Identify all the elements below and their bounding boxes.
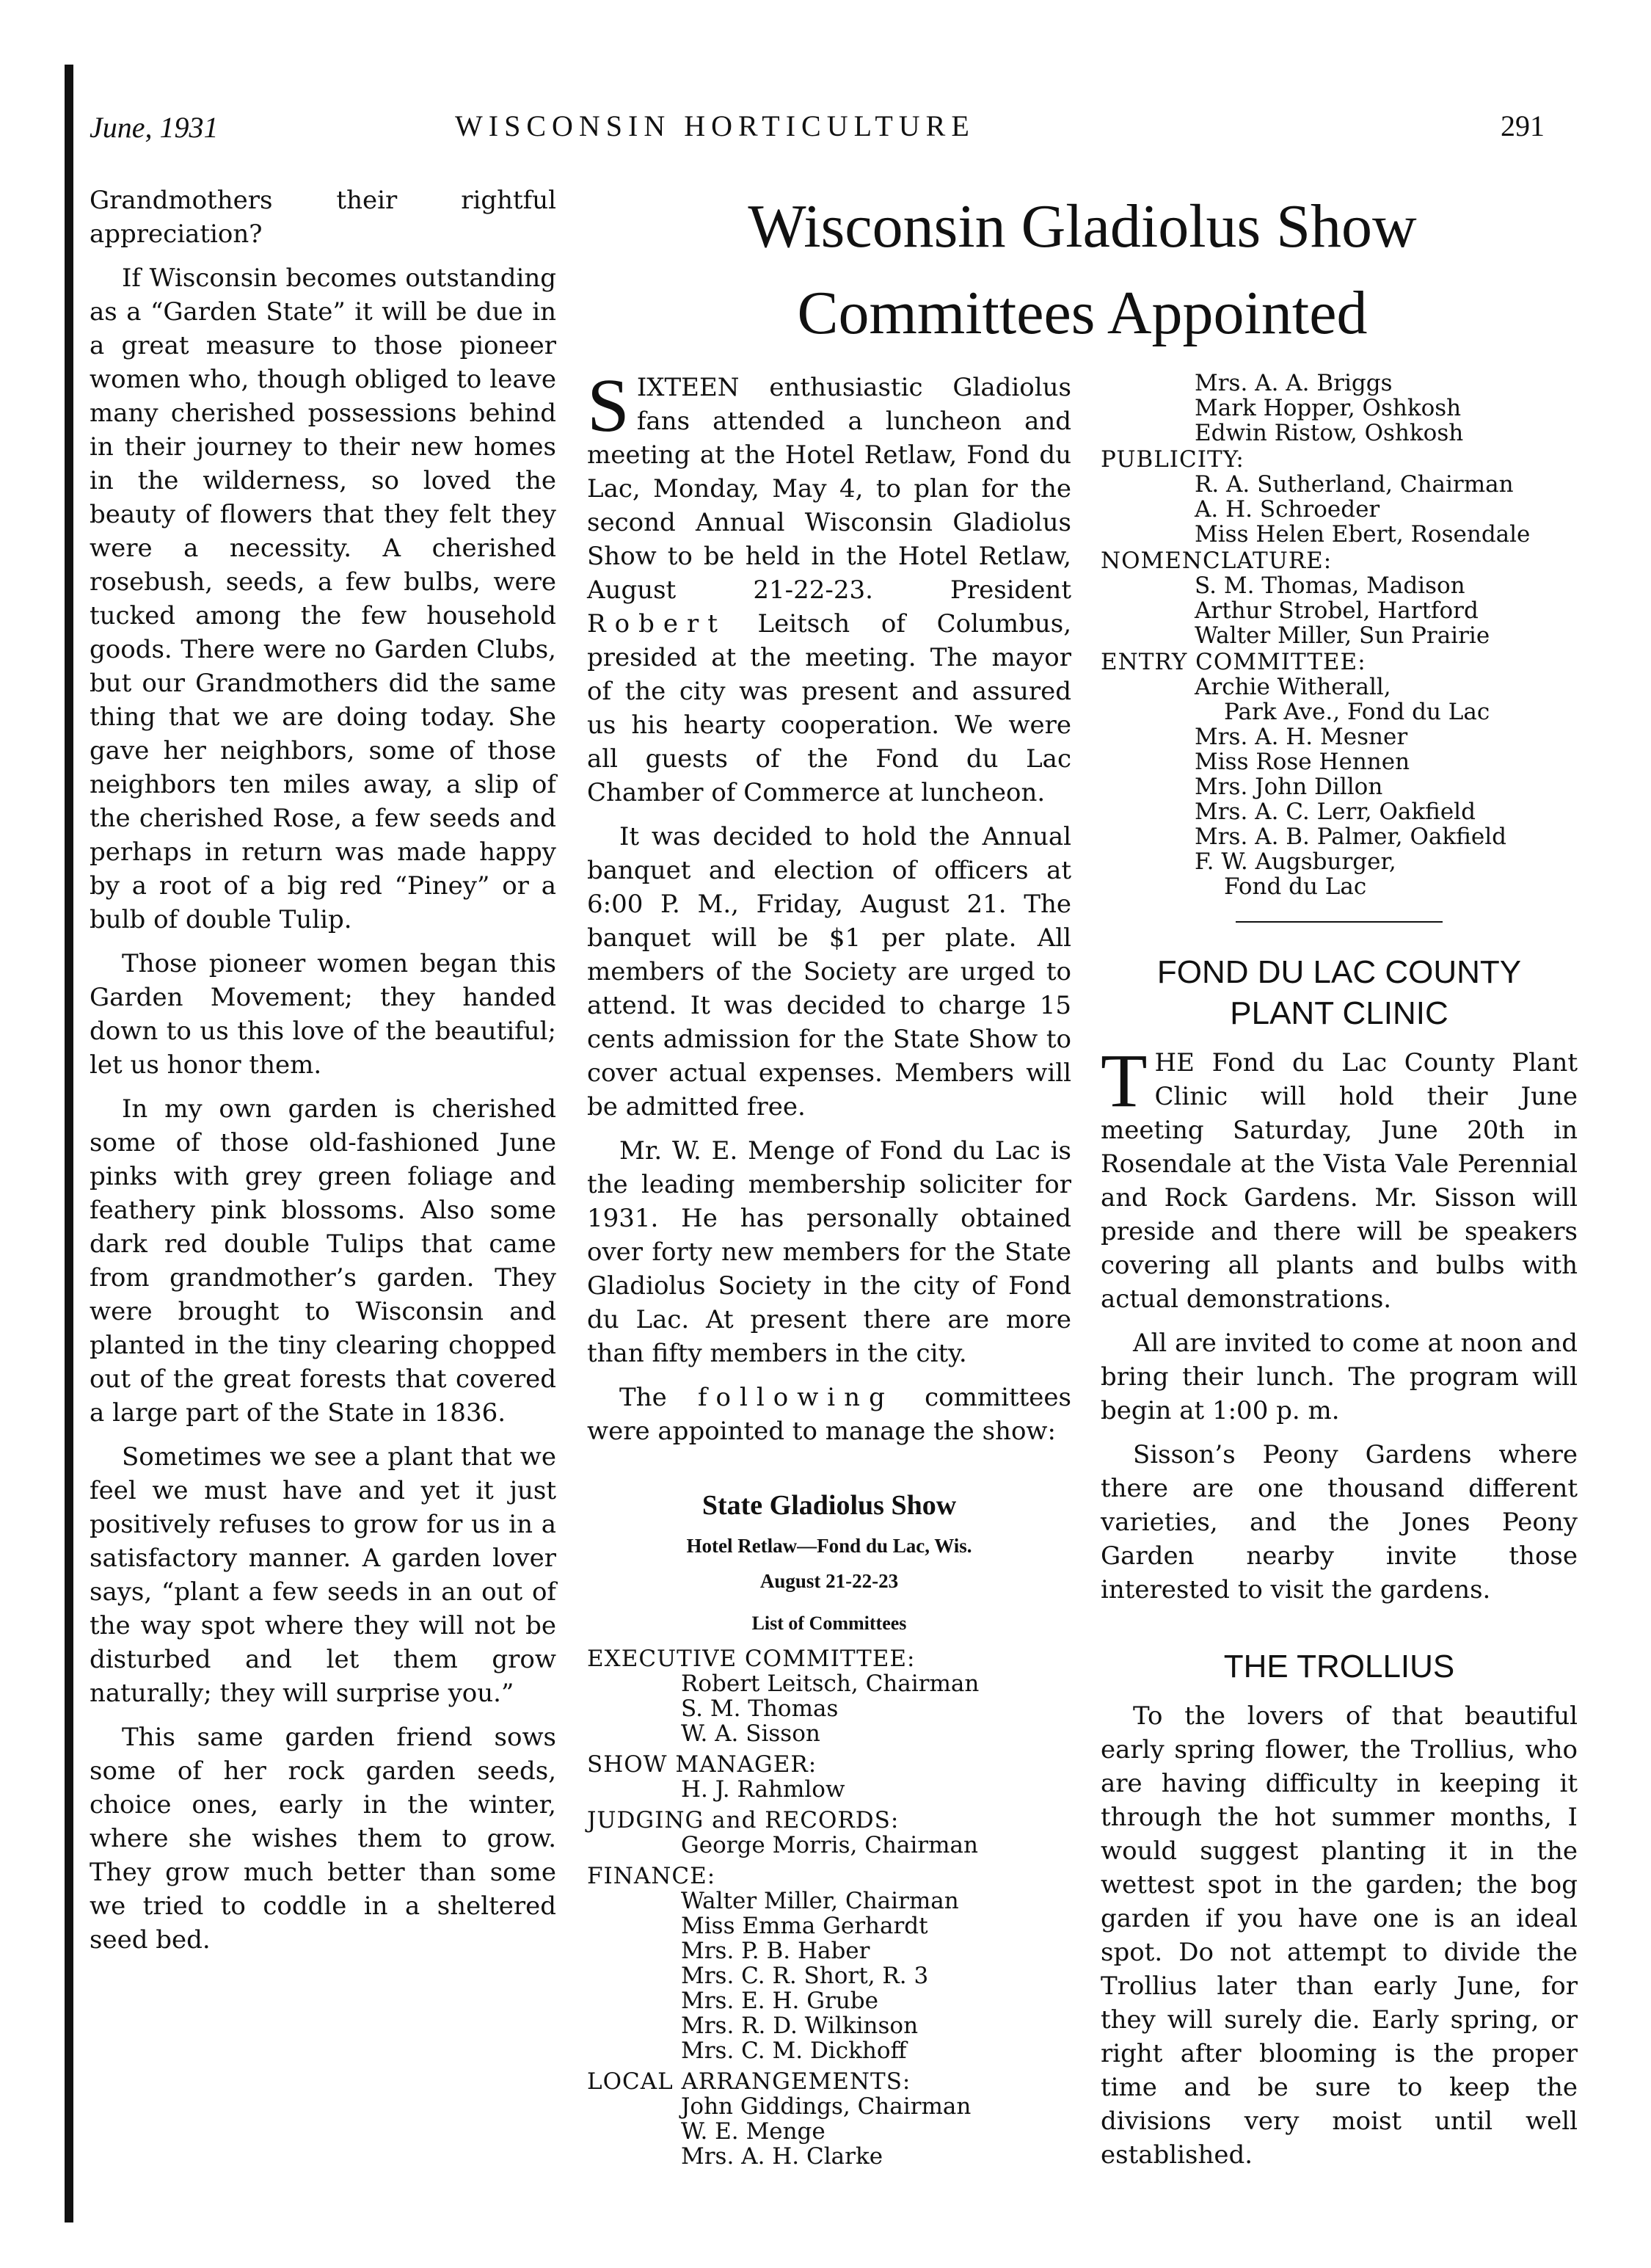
section-divider bbox=[1236, 921, 1443, 923]
committee-member: Mark Hopper, Oshkosh bbox=[1195, 395, 1462, 421]
para-text-end: committees were appointed to manage the show: bbox=[587, 1383, 1071, 1446]
page-number: 291 bbox=[1501, 109, 1545, 142]
committee-name: LOCAL ARRANGEMENTS: bbox=[587, 2068, 911, 2095]
committee-member: Mrs. P. B. Haber bbox=[681, 1938, 870, 1964]
committee-member: George Morris, Chairman bbox=[681, 1832, 978, 1858]
trollius-paragraph: To the lovers of that beautiful early spring flower, the Trollius, who are having difficulty in keeping it through the hot summer months, I would suggest planting it in the wettest spot in the garden; the bog garden if you have one is an ideal spot. Do not attempt to divide the Trollius later than early June, for they will surely die. Early spring, or right after blooming is the proper time and be sure to keep the divisions very moist until well established. bbox=[1101, 1701, 1578, 2170]
committee-member: Mrs. A. H. Mesner bbox=[1195, 724, 1408, 750]
committee-name: JUDGING and RECORDS: bbox=[587, 1807, 900, 1833]
committee-member: Miss Emma Gerhardt bbox=[681, 1913, 928, 1939]
left-column-article bbox=[90, 183, 556, 1967]
paragraph: This same garden friend sows some of her rock garden seeds, choice ones, early in the winter, where she wishes them to grow. They grow much better than some we tried to coddle in a sheltered seed bed. bbox=[90, 1723, 556, 1955]
clinic-paragraph bbox=[1101, 1039, 1578, 1316]
paragraph: Those pioneer women began this Garden Movement; they handed down to us this love of the beautiful; let us honor them. bbox=[90, 949, 556, 1080]
clinic-heading-line-2: PLANT CLINIC bbox=[1230, 995, 1448, 1031]
paragraph: Grandmothers their rightful appreciation? bbox=[90, 186, 556, 249]
committee-member: Mrs. C. M. Dickhoff bbox=[681, 2038, 907, 2064]
list-of-committees-title: List of Committees bbox=[751, 1613, 907, 1634]
headline-line-1: Wisconsin Gladiolus Show bbox=[748, 192, 1417, 261]
committee-member: Mrs. R. D. Wilkinson bbox=[681, 2013, 919, 2039]
committee-member: Arthur Strobel, Hartford bbox=[1195, 597, 1479, 624]
lead-paragraph bbox=[587, 363, 1071, 810]
committee-list bbox=[587, 1646, 1071, 2169]
committee-member: Fond du Lac bbox=[1224, 873, 1367, 900]
paragraph bbox=[587, 1381, 1071, 1448]
clinic-paragraph: Sisson’s Peony Gardens where there are one thousand different varieties, and the Jones Peony Garden nearby invite those interested to visit the gardens. bbox=[1101, 1440, 1578, 1604]
headline-line-2: Committees Appointed bbox=[797, 279, 1368, 347]
committee-member: John Giddings, Chairman bbox=[681, 2093, 972, 2120]
committee-member: Edwin Ristow, Oshkosh bbox=[1195, 420, 1464, 446]
committee-member: R. A. Sutherland, Chairman bbox=[1195, 471, 1514, 498]
committee-member: Archie Witherall, bbox=[1195, 674, 1391, 700]
committee-member: Miss Helen Ebert, Rosendale bbox=[1195, 521, 1531, 548]
committee-member: Mrs. A. B. Palmer, Oakfield bbox=[1195, 824, 1506, 850]
clinic-heading-line-1: FOND DU LAC COUNTY bbox=[1156, 954, 1522, 990]
running-head bbox=[0, 103, 1651, 147]
para-spaced-word: following bbox=[697, 1383, 894, 1412]
committee-name: PUBLICITY: bbox=[1101, 446, 1244, 473]
committee-member: W. E. Menge bbox=[681, 2118, 826, 2145]
para-text: The bbox=[619, 1383, 698, 1412]
show-title: State Gladiolus Show bbox=[701, 1490, 957, 1521]
committee-member: Park Ave., Fond du Lac bbox=[1224, 699, 1490, 725]
show-venue: Hotel Retlaw—Fond du Lac, Wis. bbox=[686, 1535, 972, 1557]
committee-member: Walter Miller, Sun Prairie bbox=[1195, 622, 1490, 649]
lead-spaced-name: Robert bbox=[587, 609, 726, 639]
clinic-paragraph: All are invited to come at noon and bring their lunch. The program will begin at 1:00 p. m. bbox=[1101, 1329, 1578, 1425]
committee-name: EXECUTIVE COMMITTEE: bbox=[587, 1646, 916, 1672]
committee-member: Mrs. A. A. Briggs bbox=[1195, 370, 1393, 396]
drop-cap: T bbox=[1101, 1039, 1148, 1123]
show-dates: August 21-22-23 bbox=[759, 1570, 899, 1592]
issue-date: June, 1931 bbox=[90, 111, 219, 144]
committee-member: W. A. Sisson bbox=[681, 1720, 820, 1747]
lead-text-end: Leitsch of Columbus, presided at the meeting. The mayor of the city was present and assured us his hearty cooperation. We were all guests of the Fond du Lac Chamber of Commerce at luncheon. bbox=[587, 609, 1071, 807]
committee-member: Mrs. C. R. Short, R. 3 bbox=[681, 1963, 929, 1989]
committee-name: SHOW MANAGER: bbox=[587, 1751, 817, 1778]
committee-member: Miss Rose Hennen bbox=[1195, 749, 1410, 775]
committee-member: F. W. Augsburger, bbox=[1195, 848, 1396, 875]
clinic-heading bbox=[1101, 952, 1578, 1034]
gladiolus-article-column bbox=[587, 363, 1071, 2170]
committee-list-continued bbox=[1101, 371, 1578, 899]
paragraph: In my own garden is cherished some of those old-fashioned June pinks with grey green foliage and feathery pink blossoms. Also some dark red double Tulips that came from grandmother’s garden. They were brought to Wisconsin and planted in the tiny clearing chopped out of the great forests that covered a large part of the State in 1836. bbox=[90, 1094, 556, 1428]
lead-text: IXTEEN enthusiastic Gladiolus fans attended a luncheon and meeting at the Hotel Retlaw, Fond du Lac, Monday, May 4, to plan for the second Annual Wisconsin Gladiolus Show to be held in the Hotel Retlaw, August 21-22-23. President bbox=[587, 373, 1071, 605]
committee-member: Mrs. E. H. Grube bbox=[681, 1988, 878, 2014]
committee-member: A. H. Schroeder bbox=[1195, 496, 1380, 523]
committee-member: S. M. Thomas, Madison bbox=[1195, 573, 1465, 599]
drop-cap: S bbox=[587, 363, 630, 448]
paragraph: If Wisconsin becomes outstanding as a “Garden State” it will be due in a great measure to those pioneer women who, though obliged to leave many cherished possessions behind in their journey to their new homes in the wilderness, so loved the beauty of flowers that they felt they were a necessity. A cherished rosebush, seeds, a few bulbs, were tucked among the few household goods. There were no Garden Clubs, but our Grandmothers did the same thing that we are doing today. She gave her neighbors, some of those neighbors ten miles away, a slip of the cherished Rose, a few seeds and perhaps in return was made happy by a root of a big red “Piney” or a bulb of double Tulip. bbox=[90, 263, 556, 934]
committee-member: S. M. Thomas bbox=[681, 1695, 839, 1722]
paragraph: It was decided to hold the Annual banquet and election of officers at 6:00 P. M., Friday, August 21. The banquet will be $1 per plate. All members of the Society are urged to attend. It was decided to charge 15 cents admission for the State Show to cover actual expenses. Members will be admitted free. bbox=[587, 822, 1071, 1122]
clinic-text: HE Fond du Lac County Plant Clinic will hold their June meeting Saturday, June 20th in Rosendale at the Vista Vale Perennial and Rock Gardens. Mr. Sisson will preside and there will be speakers covering all plants and bulbs with actual demonstrations. bbox=[1101, 1048, 1578, 1314]
paragraph: Sometimes we see a plant that we feel we must have and yet it just positively refuses to grow for us in a satisfactory manner. A garden lover says, “plant a few seeds in an out of the way spot where they will not be disturbed and let them grow naturally; they will surprise you.” bbox=[90, 1442, 556, 1708]
committee-member: Walter Miller, Chairman bbox=[681, 1888, 959, 1914]
committee-name: FINANCE: bbox=[587, 1863, 716, 1889]
trollius-heading: THE TROLLIUS bbox=[1223, 1649, 1455, 1684]
committee-member: Robert Leitsch, Chairman bbox=[681, 1671, 980, 1697]
committee-member: Mrs. A. C. Lerr, Oakfield bbox=[1195, 799, 1476, 825]
committee-member: H. J. Rahmlow bbox=[681, 1776, 845, 1803]
committee-name: ENTRY COMMITTEE: bbox=[1101, 649, 1366, 675]
committee-member: Mrs. John Dillon bbox=[1195, 774, 1383, 800]
right-column bbox=[1101, 371, 1578, 2182]
article-headline bbox=[587, 183, 1578, 357]
committee-member: Mrs. A. H. Clarke bbox=[681, 2143, 883, 2170]
publication-title: WISCONSIN HORTICULTURE bbox=[455, 109, 975, 142]
binding-edge-line bbox=[65, 65, 73, 2222]
paragraph: Mr. W. E. Menge of Fond du Lac is the leading membership soliciter for 1931. He has personally obtained over forty new members for the State Gladiolus Society in the city of Fond du Lac. At present there are more than fifty members in the city. bbox=[587, 1136, 1071, 1368]
committee-name: NOMENCLATURE: bbox=[1101, 548, 1333, 574]
